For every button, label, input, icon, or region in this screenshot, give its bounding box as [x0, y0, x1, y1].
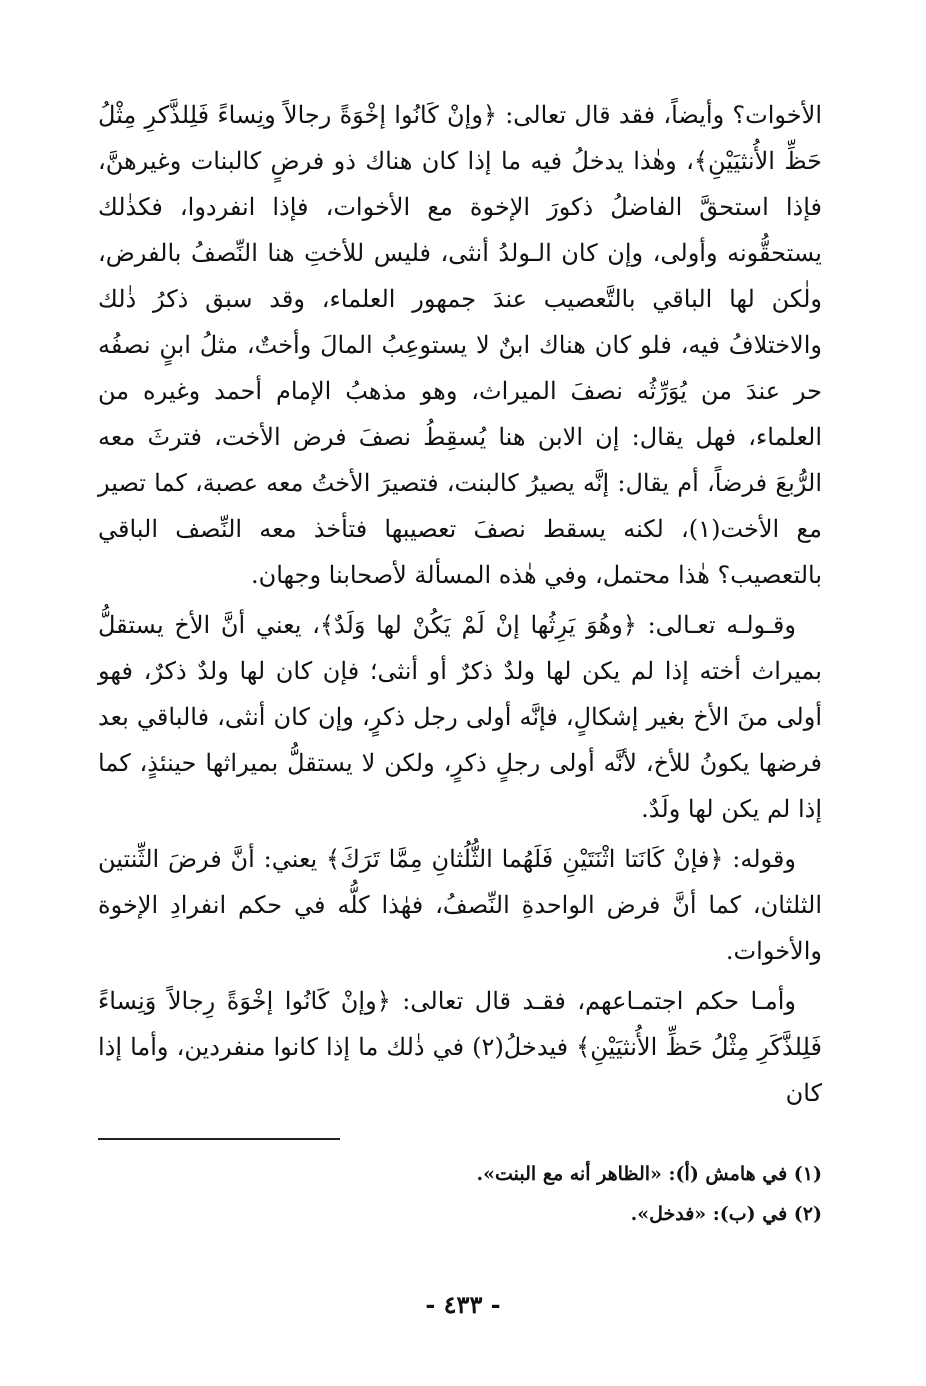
footnote-divider — [98, 1138, 340, 1140]
page-body — [98, 92, 822, 1234]
footnotes — [98, 1154, 822, 1234]
paragraph-4: وأمـا حكم اجتمـاعهم، فقـد قال تعالى: ﴿وإنْ كَانُوا إخْوَةً رِجالاً وَنِساءً فَلِلذَّكَرِ مِثْلُ حَظِّ الأُنثيَيْنِ﴾ فيدخلُ(٢) في ذٰلك ما إذا كانوا منفردين، وأما إذا كان — [98, 987, 822, 1107]
paragraph-3: وقوله: ﴿فإنْ كَانَتا اثْنَتَيْنِ فَلَهُما الثُّلُثانِ مِمَّا تَرَكَ﴾ يعني: أنَّ فرضَ الثِّنتين الثلثان، كما أنَّ فرض الواحدةِ النِّصفُ، فهٰذا كلُّه في حكم انفرادِ الإخوة والأخوات. — [98, 845, 823, 965]
footnote-2: (٢) في (ب): «فدخل». — [630, 1203, 822, 1225]
paragraph-2: وقـولـه تعـالى: ﴿وهُوَ يَرِثُها إنْ لَمْ يَكُنْ لها وَلَدٌ﴾، يعني أنَّ الأخ يستقلُّ بميراث أخته إذا لم يكن لها ولدٌ ذكرٌ أو أنثى؛ فإن كان لها ولدٌ ذكرٌ، فهو أولى منَ الأخ بغير إشكالٍ، فإنَّه أولى رجل ذكرٍ، وإن كان أنثى، فالباقي بعد فرضها يكونُ للأخ، لأنَّه أولى رجلٍ ذكرٍ، ولكن لا يستقلُّ بميراثها حينئذٍ، كما إذا لم يكن لها ولَدٌ. — [98, 611, 822, 823]
paragraph-1: الأخوات؟ وأيضاً، فقد قال تعالى: ﴿وإنْ كَانُوا إخْوَةً رجالاً ونِساءً فَلِلذَّكرِ مِثْلُ حَظِّ الأُنثيَيْنِ﴾، وهٰذا يدخلُ فيه ما إذا كان هناك ذو فرضٍ كالبنات وغيرهنَّ، فإذا استحقَّ الفاضلُ ذكورَ الإخوة مع الأخوات، فإذا انفردوا، فكذٰلك يستحقُّونه وأولى، وإن كان الـولدُ أنثى، فليس للأختِ هنا النِّصفُ بالفرض، ولٰكن لها الباقي بالتَّعصيب عندَ جمهور العلماء، وقد سبق ذكرُ ذٰلك والاختلافُ فيه، فلو كان هناك ابنٌ لا يستوعِبُ المالَ وأختٌ، مثلُ ابنٍ نصفُه حر عندَ من يُوَرِّثُه نصفَ الميراث، وهو مذهبُ الإمام أحمد وغيره من العلماء، فهل يقال: إن الابن هنا يُسقِطُ نصفَ فرض الأخت، فترثَ معه الرُّبعَ فرضاً، أم يقال: إنَّه يصيرُ كالبنت، فتصيرَ الأختُ معه عصبة، كما تصير مع الأخت(١)، لكنه يسقط نصفَ تعصيبها فتأخذ معه النِّصف الباقي بالتعصيب؟ هٰذا محتمل، وفي هٰذه المسألة لأصحابنا وجهان. — [98, 101, 822, 589]
page-number: - ٤٣٣ - — [425, 1290, 501, 1319]
footnote-1: (١) في هامش (أ): «الظاهر أنه مع البنت». — [476, 1163, 822, 1185]
